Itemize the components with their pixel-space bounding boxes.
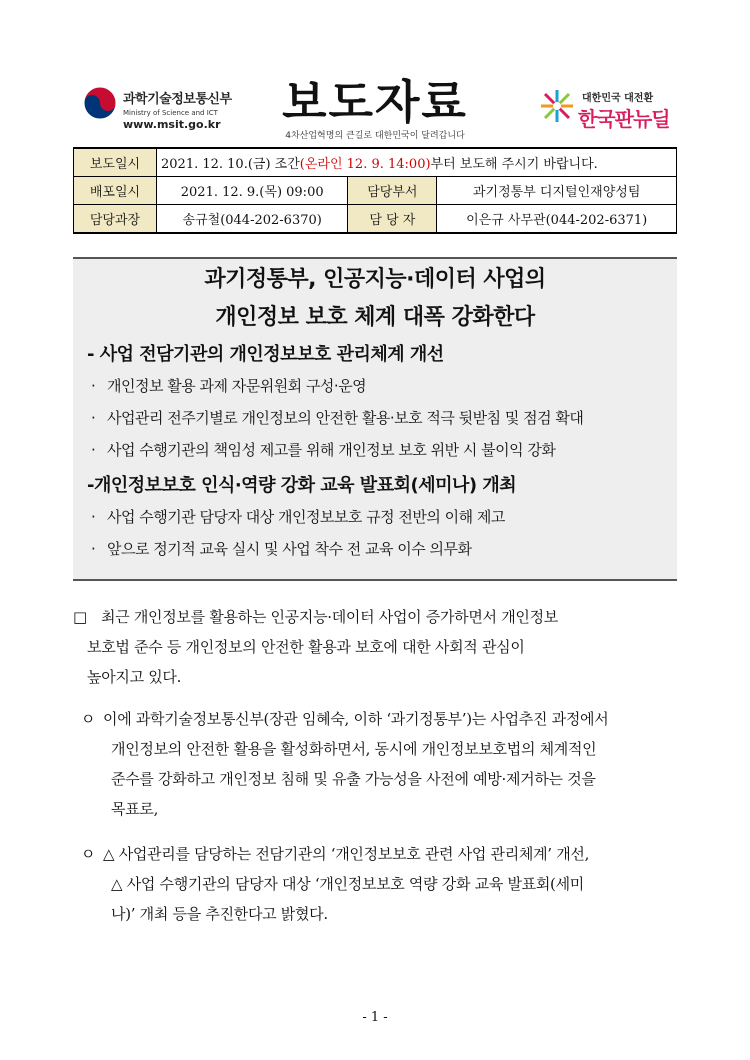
body-line: △ 사업 수행기관의 담당자 대상 ‘개인정보보호 역량 강화 교육 발표회(세미 bbox=[111, 875, 584, 893]
headline-line-1: 과기정통부, 인공지능·데이터 사업의 bbox=[204, 267, 546, 292]
circle-bullet-icon: ㅇ bbox=[80, 845, 96, 863]
body-paragraph-3 bbox=[73, 839, 683, 929]
summary-box bbox=[73, 257, 677, 581]
body-line: 보호법 준수 등 개인정보의 안전한 활용과 보호에 대한 사회적 관심이 bbox=[87, 638, 525, 656]
embargo-value bbox=[157, 148, 677, 177]
body-line bbox=[73, 704, 683, 734]
body-line-text: 이에 과학기술정보통신부(장관 임혜숙, 이하 ‘과기정통부’)는 사업추진 과정에서 bbox=[103, 710, 609, 728]
bullet-mark: · bbox=[91, 508, 96, 526]
manager-value: 송규철(044-202-6370) bbox=[157, 205, 348, 234]
body-line: 개인정보의 안전한 활용을 활성화하면서, 동시에 개인정보보호법의 체계적인 bbox=[111, 740, 597, 758]
knd-slogan: 대한민국 대전환 bbox=[582, 93, 654, 104]
body-line: 나)’ 개최 등을 추진한다고 밝혔다. bbox=[111, 905, 328, 923]
embargo-label: 보도일시 bbox=[74, 148, 157, 177]
summary-bullet-text: 사업관리 전주기별로 개인정보의 안전한 활용·보호 적극 뒷받침 및 점검 확대 bbox=[107, 409, 584, 427]
summary-bullet-text: 앞으로 정기적 교육 실시 및 사업 착수 전 교육 이수 의무화 bbox=[107, 540, 472, 558]
contact-value: 이은규 사무관(044-202-6371) bbox=[437, 205, 677, 234]
dept-label: 담당부서 bbox=[348, 177, 437, 205]
body-line: 높아지고 있다. bbox=[87, 668, 182, 686]
summary-bullet bbox=[91, 533, 677, 565]
headline-line-2: 개인정보 보호 체계 대폭 강화한다 bbox=[215, 305, 535, 330]
body-line bbox=[73, 839, 683, 869]
subhead-2: -개인정보보호 인식·역량 강화 교육 발표회(세미나) 개최 bbox=[87, 475, 517, 496]
knd-title: 한국판뉴딜 bbox=[578, 107, 670, 131]
release-info-table bbox=[73, 147, 677, 234]
body-line-text: 최근 개인정보를 활용하는 인공지능·데이터 사업이 증가하면서 개인정보 bbox=[101, 608, 558, 626]
distribute-value: 2021. 12. 9.(목) 09:00 bbox=[157, 177, 348, 205]
dept-value: 과기정통부 디지털인재양성팀 bbox=[437, 177, 677, 205]
ministry-name: 과학기술정보통신부 bbox=[123, 92, 232, 107]
embargo-row bbox=[74, 148, 677, 177]
body-line: 목표로, bbox=[111, 800, 159, 818]
body-line-text: △ 사업관리를 담당하는 전담기관의 ‘개인정보보호 관련 사업 관리체계’ 개선, bbox=[103, 845, 590, 863]
ministry-eng-name: Ministry of Science and ICT bbox=[123, 109, 218, 117]
bullet-mark: · bbox=[91, 540, 96, 558]
embargo-online-time: (온라인 12. 9. 14:00) bbox=[299, 157, 431, 172]
body-line: 준수를 강화하고 개인정보 침해 및 유출 가능성을 사전에 예방·제거하는 것을 bbox=[111, 770, 596, 788]
body-paragraph-1 bbox=[73, 602, 683, 692]
distribute-row bbox=[74, 177, 677, 205]
summary-bullet bbox=[91, 434, 677, 466]
summary-bullet-text: 개인정보 활용 과제 자문위원회 구성·운영 bbox=[107, 377, 367, 395]
press-release-title: 보도자료 bbox=[282, 75, 468, 129]
embargo-text-a: 2021. 12. 10.(금) 조간 bbox=[161, 157, 300, 172]
korean-new-deal-icon bbox=[537, 86, 577, 126]
summary-bullet-text: 사업 수행기관 담당자 대상 개인정보보호 규정 전반의 이해 제고 bbox=[107, 508, 505, 526]
bullet-mark: · bbox=[91, 377, 96, 395]
press-release-slogan: 4차산업혁명의 큰길로 대한민국이 달려갑니다 bbox=[285, 131, 465, 141]
summary-bullet bbox=[91, 370, 677, 402]
summary-bullet-text: 사업 수행기관의 책임성 제고를 위해 개인정보 보호 위반 시 불이익 강화 bbox=[107, 441, 556, 459]
body-paragraph-2 bbox=[73, 704, 683, 824]
circle-bullet-icon: ㅇ bbox=[80, 710, 96, 728]
distribute-label: 배포일시 bbox=[74, 177, 157, 205]
summary-bullet bbox=[91, 501, 677, 533]
bullet-mark: · bbox=[91, 409, 96, 427]
bullet-mark: · bbox=[91, 441, 96, 459]
press-header bbox=[0, 0, 750, 145]
subhead-1: - 사업 전담기관의 개인정보보호 관리체계 개선 bbox=[87, 344, 444, 365]
manager-row bbox=[74, 205, 677, 234]
contact-label: 담 당 자 bbox=[348, 205, 437, 234]
summary-bullet bbox=[91, 402, 677, 434]
page-number: - 1 - bbox=[362, 1010, 388, 1025]
embargo-text-b: 부터 보도해 주시기 바랍니다. bbox=[430, 157, 598, 172]
manager-label: 담당과장 bbox=[74, 205, 157, 234]
ministry-url: www.msit.go.kr bbox=[123, 118, 221, 131]
body-line bbox=[73, 602, 683, 632]
square-bullet-icon: □ bbox=[73, 608, 87, 626]
